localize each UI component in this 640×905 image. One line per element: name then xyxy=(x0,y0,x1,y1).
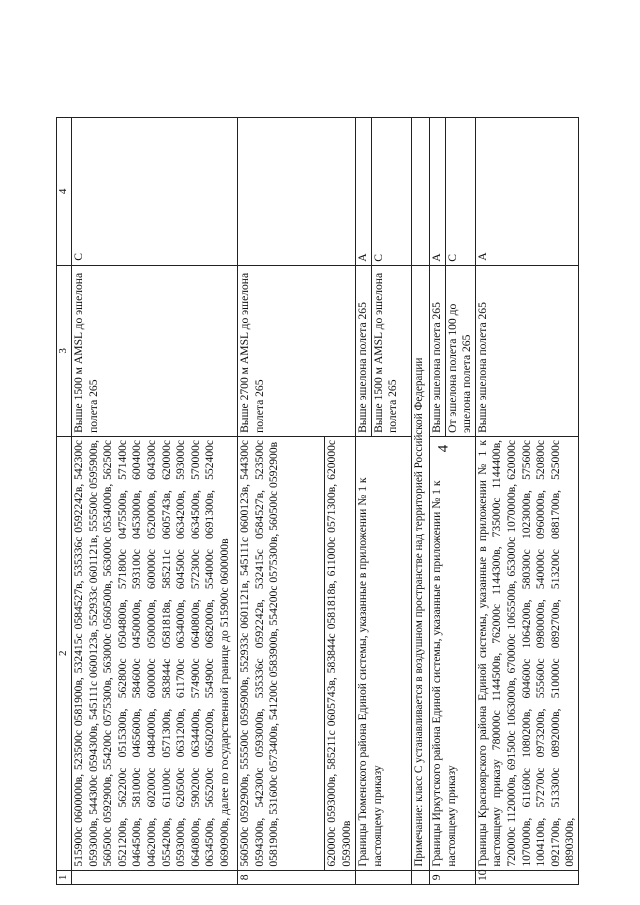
table-row-9 xyxy=(430,118,476,885)
airspace-class: С xyxy=(72,118,238,266)
altitude-range: От эшелона полета 100 до эшелона полета 265 xyxy=(445,303,474,433)
row-number: 8 xyxy=(238,870,356,884)
row-number: 10 xyxy=(475,870,578,884)
header-col-2: 2 xyxy=(57,436,72,870)
header-col-3: 3 xyxy=(57,265,72,436)
altitude-range: Выше 2700 м AMSL до эшелона полета 265 xyxy=(238,265,356,436)
rotated-table-sheet xyxy=(56,117,577,885)
table-row-8 xyxy=(238,118,356,885)
row-number xyxy=(72,870,238,884)
table-header-row xyxy=(57,118,72,885)
airspace-class: С xyxy=(445,253,459,262)
table-row xyxy=(72,118,238,885)
airspace-class: А xyxy=(356,118,372,265)
header-col-1: 1 xyxy=(57,870,72,884)
boundary-coordinates: 560500с 0592900в, 555500с 0595900в, 552933с 0601121в, 545111с 0600123в, 544300с 0594300в, 542300с 0593000в, 535336с 0592242в, 532415с 0584527в, 523500с 0581900в, 531600с 0573400в, 541200с 0583900в, 554200с 0575300в, 560500с 0592900в xyxy=(238,439,281,867)
header-col-4: 4 xyxy=(57,118,72,266)
airspace-class: А xyxy=(430,118,446,265)
airspace-class: А xyxy=(475,118,578,266)
altitude-range: Выше 1500 м AMSL до эшелона полета 265 xyxy=(371,272,400,433)
altitude-range: Выше эшелона полета 265 xyxy=(475,265,578,436)
airspace-class: С xyxy=(371,253,385,262)
boundary-coordinates: 515900с 0600000в, 523500с 0581900в, 532415с 0584527в, 535336с 0592242в, 542300с 0593000в, 544300с 0594300в, 545111с 0600123в, 552933с 0601121в, 555500с 0595900в, 560500с 0592900в, 554200с 0575300в, 563000с 0560500в, 563000с 0534000в, 562500с 0521200в, 562200с 0515300в, 562800с 0504800в, 571800с 0475500в, 571400с 0464500в, 581000с 0465600в, 584600с 0450000в, 593100с 0453000в, 600400с 0462000в, 602000с 0484000в, 600000с 0500000в, 600000с 0520000в, 604300с 0554200в, 611000с 0571300в, 583844с 0581818в, 585211с 0605743в, 620000с 0593000в, 620500с 0631200в, 611700с 0634000в, 604500с 0634200в, 593000с 0640800в, 590200с 0634400в, 574900с 0640800в, 572300с 0634500в, 570000с 0634500в, 565200с 0650200в, 554900с 0682000в, 554000с 0691300в, 552400с 0690900в, далее по государственной границе до 515900с 0600000в xyxy=(72,436,238,870)
page-number: 4 xyxy=(435,444,452,453)
boundary-coordinates: 620000с 0593000в, 585211с 0605743в, 583844с 0581818в, 611000с 0571300в, 620000с 0593000в xyxy=(325,439,353,867)
region-title: Границы Тюменского района Единой системы, указанные в приложении № 1 к настоящему приказу xyxy=(356,436,412,870)
region-title: Границы Иркутского района Единой системы, указанные в приложении № 1 к настоящему приказу xyxy=(430,436,476,870)
altitude-range: Выше 1500 м AMSL до эшелона полета 265 xyxy=(72,265,238,436)
row-number: 9 xyxy=(430,870,476,884)
table-row-8-classes xyxy=(356,118,412,885)
altitude-range: Выше эшелона полета 265 xyxy=(356,266,372,436)
table-row-10 xyxy=(475,118,578,885)
altitude-range: Выше эшелона полета 265 xyxy=(430,266,446,436)
airspace-table xyxy=(56,117,579,885)
boundary-coordinates: Границы Красноярского района Единой системы, указанные в приложении № 1 к настоящему приказу 780000с 1144500в, 762000с 1144300в, 735000с 1144400в, 720000с 1120000в, 691500с 1063000в, 670000с 1065500в, 653000с 1070000в, 620000с 1070000в, 611600с 1080200в, 604600с 1064200в, 580300с 1023000в, 575600с 1004100в, 572700с 0973200в, 555600с 0980000в, 540000с 0960000в, 520800с 0921700в, 513300с 0892000в, 510000с 0892700в, 513200с 0881700в, 525000с 0890300в, xyxy=(475,436,578,870)
note-row xyxy=(412,118,430,885)
note-text: Примечание: класс С устанавливается в воздушном пространстве над территорией Российской Федерации xyxy=(412,265,430,870)
